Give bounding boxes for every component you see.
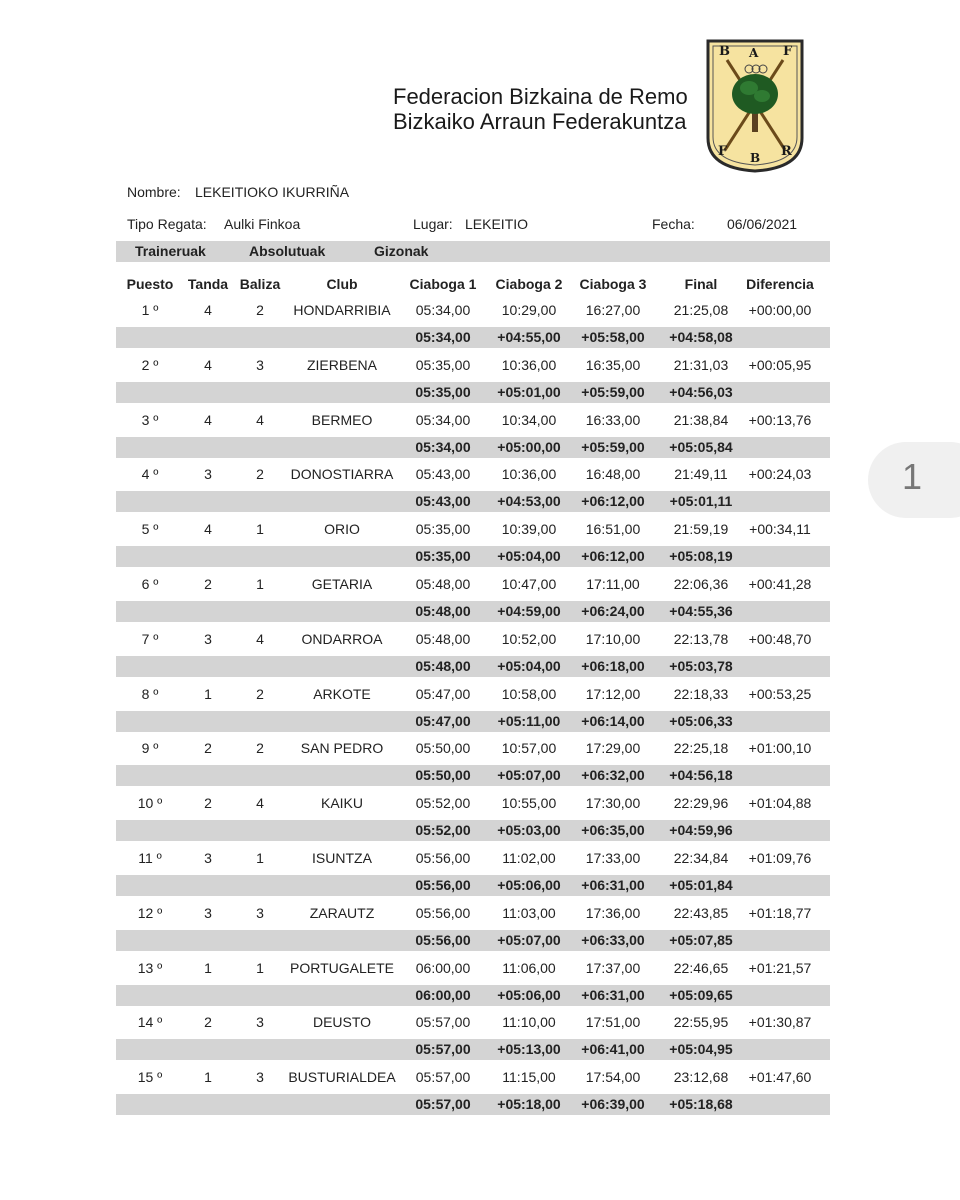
cell-c3: 17:30,00 <box>585 795 641 812</box>
cell-tanda: 4 <box>204 356 212 373</box>
split-s2: +05:04,00 <box>497 548 561 565</box>
col-header-ciaboga-2: Ciaboga 2 <box>495 276 563 292</box>
split-s3: +06:39,00 <box>581 1096 645 1113</box>
federation-name-spanish: Federacion Bizkaina de Remo <box>393 84 688 109</box>
federation-name-basque: Bizkaiko Arraun Federakuntza <box>393 109 687 134</box>
cell-tanda: 1 <box>204 959 212 976</box>
cell-tanda: 3 <box>204 630 212 647</box>
col-header-baliza: Baliza <box>239 276 281 292</box>
split-s4: +05:09,65 <box>669 986 733 1003</box>
result-row <box>116 1012 830 1033</box>
col-header-ciaboga-1: Ciaboga 1 <box>409 276 477 292</box>
split-s1: 05:57,00 <box>415 1041 471 1058</box>
split-s1: 05:48,00 <box>415 603 471 619</box>
split-s2: +05:04,00 <box>497 657 561 674</box>
cell-final: 22:46,65 <box>673 959 729 976</box>
col-header-ciaboga-3: Ciaboga 3 <box>579 276 647 292</box>
tipo-regata-label: Tipo Regata: <box>127 216 207 232</box>
cell-c1: 05:35,00 <box>415 356 471 373</box>
split-row <box>116 382 830 403</box>
result-row <box>116 355 830 376</box>
split-row <box>116 327 830 348</box>
logo-letter-f-bottom: F <box>718 144 728 159</box>
cell-puesto: 12 º <box>137 904 163 921</box>
cell-puesto: 14 º <box>137 1014 163 1031</box>
split-s4: +05:04,95 <box>669 1041 733 1058</box>
cell-puesto: 7 º <box>141 630 159 647</box>
cell-baliza: 4 <box>256 630 264 647</box>
cell-c3: 17:10,00 <box>585 630 641 647</box>
cell-final: 22:25,18 <box>673 740 729 757</box>
split-s2: +05:01,00 <box>497 383 561 400</box>
cell-c1: 05:52,00 <box>415 795 471 812</box>
split-s4: +04:59,96 <box>669 822 733 839</box>
cell-final: 21:49,11 <box>674 466 728 483</box>
logo-letter-b-top: B <box>719 44 730 59</box>
cell-puesto: 8 º <box>141 685 159 702</box>
cell-baliza: 3 <box>256 356 264 373</box>
result-row <box>116 574 830 595</box>
cell-dif: +01:18,77 <box>748 904 812 921</box>
cell-dif: +01:09,76 <box>748 850 812 866</box>
cell-club: ZIERBENA <box>306 356 377 373</box>
cell-final: 21:31,03 <box>673 356 729 373</box>
cell-club: ARKOTE <box>313 685 371 702</box>
cell-c3: 17:37,00 <box>585 959 641 976</box>
category-gender: Gizonak <box>374 243 429 259</box>
cell-c3: 17:36,00 <box>585 904 641 921</box>
cell-dif: +00:24,03 <box>748 466 812 483</box>
cell-club: BUSTURIALDEA <box>288 1069 396 1086</box>
cell-dif: +00:48,70 <box>748 630 812 647</box>
cell-c1: 05:56,00 <box>415 850 471 866</box>
col-header-final: Final <box>684 276 718 292</box>
cell-c1: 05:34,00 <box>415 411 471 428</box>
cell-puesto: 2 º <box>141 356 159 373</box>
split-row <box>116 711 830 732</box>
col-header-tanda: Tanda <box>187 276 229 292</box>
cell-baliza: 4 <box>256 795 264 812</box>
split-s3: +06:33,00 <box>581 931 645 948</box>
cell-puesto: 11 º <box>138 850 162 866</box>
cell-club: ZARAUTZ <box>309 904 375 921</box>
cell-tanda: 2 <box>204 576 212 592</box>
cell-final: 22:55,95 <box>673 1014 729 1031</box>
split-s3: +06:14,00 <box>581 712 645 729</box>
split-s3: +05:58,00 <box>581 329 645 345</box>
split-s4: +05:03,78 <box>669 657 733 674</box>
split-s4: +04:56,03 <box>669 383 733 400</box>
cell-baliza: 2 <box>256 740 264 757</box>
result-row <box>116 793 830 814</box>
cell-final: 22:34,84 <box>673 850 729 866</box>
cell-c3: 17:29,00 <box>585 740 641 757</box>
cell-c3: 16:51,00 <box>585 521 641 538</box>
cell-baliza: 2 <box>256 685 264 702</box>
cell-c2: 11:03,00 <box>502 904 556 921</box>
category-bar <box>116 241 830 262</box>
cell-tanda: 2 <box>204 740 212 757</box>
cell-c2: 10:57,00 <box>501 740 557 757</box>
split-row <box>116 656 830 677</box>
col-header-diferencia: Diferencia <box>746 276 814 292</box>
cell-c2: 11:15,00 <box>502 1069 556 1086</box>
cell-c2: 10:58,00 <box>501 685 557 702</box>
cell-baliza: 1 <box>256 850 264 866</box>
logo-letter-r-bottom: R <box>781 144 792 159</box>
split-s4: +04:58,08 <box>669 329 733 345</box>
fecha-value: 06/06/2021 <box>727 216 798 232</box>
cell-puesto: 4 º <box>141 466 159 483</box>
cell-tanda: 4 <box>204 521 212 538</box>
split-s1: 05:56,00 <box>415 931 471 948</box>
cell-c1: 05:57,00 <box>415 1069 471 1086</box>
cell-c2: 10:39,00 <box>501 521 557 538</box>
fecha-label: Fecha: <box>652 216 695 232</box>
split-s3: +06:35,00 <box>581 822 645 839</box>
split-s3: +05:59,00 <box>581 383 645 400</box>
split-s2: +04:55,00 <box>497 329 561 345</box>
cell-c3: 17:54,00 <box>585 1069 641 1086</box>
cell-club: SAN PEDRO <box>300 740 384 757</box>
federation-logo <box>705 38 805 174</box>
cell-c3: 17:33,00 <box>585 850 641 866</box>
cell-final: 22:29,96 <box>673 795 729 812</box>
cell-baliza: 2 <box>256 466 264 483</box>
cell-tanda: 3 <box>204 850 212 866</box>
cell-puesto: 13 º <box>137 959 163 976</box>
split-s1: 06:00,00 <box>415 986 471 1003</box>
cell-club: ISUNTZA <box>312 850 372 866</box>
split-row <box>116 985 830 1006</box>
tipo-regata-value: Aulki Finkoa <box>224 216 301 232</box>
cell-c1: 05:34,00 <box>415 302 471 318</box>
cell-tanda: 1 <box>204 1069 212 1086</box>
result-row <box>116 684 830 705</box>
cell-c2: 11:02,00 <box>502 850 556 866</box>
cell-puesto: 5 º <box>141 521 159 538</box>
cell-c2: 11:10,00 <box>502 1014 556 1031</box>
cell-club: HONDARRIBIA <box>293 302 391 318</box>
cell-tanda: 4 <box>204 411 212 428</box>
split-row <box>116 1039 830 1060</box>
lugar-value: LEKEITIO <box>465 216 529 232</box>
cell-final: 21:59,19 <box>673 521 729 538</box>
split-s1: 05:34,00 <box>415 329 471 345</box>
split-s3: +06:31,00 <box>581 986 645 1003</box>
split-s4: +05:01,84 <box>669 877 733 893</box>
cell-c3: 16:48,00 <box>585 466 641 483</box>
cell-baliza: 1 <box>256 576 264 592</box>
page-number-badge <box>868 442 960 518</box>
split-row <box>116 1094 830 1115</box>
cell-dif: +01:30,87 <box>748 1014 812 1031</box>
cell-baliza: 3 <box>256 1069 264 1086</box>
cell-club: PORTUGALETE <box>290 959 394 976</box>
cell-dif: +00:00,00 <box>748 302 812 318</box>
cell-c2: 10:34,00 <box>501 411 557 428</box>
cell-puesto: 1 º <box>141 302 159 318</box>
cell-dif: +01:21,57 <box>748 959 812 976</box>
cell-c2: 10:52,00 <box>501 630 557 647</box>
cell-final: 22:43,85 <box>673 904 729 921</box>
split-s3: +05:59,00 <box>581 438 645 455</box>
cell-puesto: 15 º <box>137 1069 163 1086</box>
cell-c3: 17:12,00 <box>585 685 641 702</box>
result-row <box>116 848 830 869</box>
cell-final: 23:12,68 <box>673 1069 729 1086</box>
split-s4: +05:07,85 <box>669 931 733 948</box>
split-s3: +06:24,00 <box>581 603 645 619</box>
split-row <box>116 546 830 567</box>
split-s3: +06:12,00 <box>581 548 645 565</box>
cell-c1: 05:56,00 <box>415 904 471 921</box>
cell-c1: 05:43,00 <box>415 466 471 483</box>
cell-c2: 10:55,00 <box>501 795 557 812</box>
split-s2: +05:06,00 <box>497 986 561 1003</box>
cell-c3: 16:27,00 <box>585 302 641 318</box>
cell-tanda: 1 <box>204 685 212 702</box>
result-row <box>116 738 830 759</box>
cell-club: KAIKU <box>320 795 363 812</box>
cell-puesto: 6 º <box>141 576 159 592</box>
logo-letter-b-bottom: B <box>750 151 761 165</box>
result-row <box>116 958 830 979</box>
split-s2: +04:59,00 <box>497 603 561 619</box>
cell-final: 22:13,78 <box>673 630 729 647</box>
cell-dif: +00:13,76 <box>748 411 812 428</box>
cell-c1: 05:48,00 <box>415 576 471 592</box>
split-s2: +05:07,00 <box>497 931 561 948</box>
result-row <box>116 1067 830 1088</box>
cell-club: BERMEO <box>311 411 373 428</box>
split-s2: +05:03,00 <box>497 822 561 839</box>
split-s2: +05:13,00 <box>497 1041 561 1058</box>
cell-tanda: 2 <box>204 1014 212 1031</box>
cell-c2: 11:06,00 <box>502 959 556 976</box>
split-s4: +05:05,84 <box>669 438 733 455</box>
cell-club: GETARIA <box>311 576 373 592</box>
split-row <box>116 765 830 786</box>
split-s4: +05:01,11 <box>669 493 733 510</box>
cell-dif: +00:34,11 <box>749 521 811 538</box>
page-number: 1 <box>902 456 923 497</box>
cell-c3: 16:35,00 <box>585 356 641 373</box>
cell-c2: 10:47,00 <box>501 576 557 592</box>
split-s1: 05:50,00 <box>415 767 471 784</box>
cell-tanda: 2 <box>204 795 212 812</box>
federation-name <box>393 84 703 134</box>
split-s1: 05:43,00 <box>415 493 471 510</box>
result-row <box>116 464 830 485</box>
cell-baliza: 1 <box>256 959 264 976</box>
split-s1: 05:57,00 <box>415 1096 471 1113</box>
cell-club: ORIO <box>324 521 360 538</box>
split-s4: +04:55,36 <box>669 603 733 619</box>
cell-c1: 05:47,00 <box>415 685 471 702</box>
col-header-puesto: Puesto <box>126 276 174 292</box>
cell-dif: +00:53,25 <box>748 685 812 702</box>
split-s1: 05:34,00 <box>415 438 471 455</box>
category-boat: Traineruak <box>135 243 206 259</box>
split-s1: 05:47,00 <box>415 712 471 729</box>
split-s1: 05:56,00 <box>415 877 471 893</box>
split-s1: 05:48,00 <box>415 657 471 674</box>
cell-c1: 05:48,00 <box>415 630 471 647</box>
cell-baliza: 2 <box>256 302 264 318</box>
cell-dif: +00:41,28 <box>748 576 812 592</box>
cell-puesto: 9 º <box>141 740 159 757</box>
split-row <box>116 930 830 951</box>
cell-final: 22:18,33 <box>673 685 729 702</box>
cell-c1: 05:57,00 <box>415 1014 471 1031</box>
split-s4: +05:08,19 <box>669 548 733 565</box>
cell-tanda: 4 <box>204 302 212 318</box>
split-s4: +05:06,33 <box>669 712 733 729</box>
result-row <box>116 519 830 540</box>
result-row <box>116 300 830 321</box>
cell-c1: 05:50,00 <box>415 740 471 757</box>
split-s2: +05:11,00 <box>497 712 561 729</box>
lugar-label: Lugar: <box>413 216 453 232</box>
cell-tanda: 3 <box>204 466 212 483</box>
cell-c2: 10:36,00 <box>501 466 557 483</box>
split-s2: +05:18,00 <box>497 1096 561 1113</box>
cell-c2: 10:36,00 <box>501 356 557 373</box>
split-s3: +06:18,00 <box>581 657 645 674</box>
split-row <box>116 437 830 458</box>
cell-c3: 17:51,00 <box>585 1014 641 1031</box>
result-row <box>116 410 830 431</box>
cell-baliza: 3 <box>256 1014 264 1031</box>
split-s2: +05:00,00 <box>497 438 561 455</box>
cell-dif: +01:47,60 <box>748 1069 812 1086</box>
nombre-label: Nombre: <box>127 184 181 200</box>
cell-dif: +01:00,10 <box>748 740 812 757</box>
cell-c1: 05:35,00 <box>415 521 471 538</box>
logo-letter-f-top: F <box>783 44 793 59</box>
cell-c3: 16:33,00 <box>585 411 641 428</box>
split-s2: +04:53,00 <box>497 493 561 510</box>
cell-final: 21:38,84 <box>673 411 729 428</box>
split-row <box>116 491 830 512</box>
split-s1: 05:35,00 <box>415 548 471 565</box>
cell-puesto: 10 º <box>137 795 163 812</box>
nombre-value: LEKEITIOKO IKURRIÑA <box>195 184 350 200</box>
split-row <box>116 875 830 896</box>
split-s3: +06:41,00 <box>581 1041 645 1058</box>
cell-c2: 10:29,00 <box>501 302 557 318</box>
cell-tanda: 3 <box>204 904 212 921</box>
split-row <box>116 601 830 622</box>
cell-baliza: 3 <box>256 904 264 921</box>
result-row <box>116 903 830 924</box>
col-header-club: Club <box>326 276 358 292</box>
split-s3: +06:31,00 <box>581 877 645 893</box>
split-s2: +05:06,00 <box>497 877 561 893</box>
cell-puesto: 3 º <box>141 411 159 428</box>
split-s1: 05:52,00 <box>415 822 471 839</box>
cell-final: 21:25,08 <box>673 302 729 318</box>
category-level: Absolutuak <box>249 243 326 259</box>
split-s4: +05:18,68 <box>669 1096 733 1113</box>
split-row <box>116 820 830 841</box>
cell-club: DONOSTIARRA <box>290 466 394 483</box>
cell-club: DEUSTO <box>312 1014 372 1031</box>
split-s2: +05:07,00 <box>497 767 561 784</box>
split-s3: +06:32,00 <box>581 767 645 784</box>
split-s4: +04:56,18 <box>669 767 733 784</box>
cell-c3: 17:11,00 <box>586 576 640 592</box>
result-row <box>116 629 830 650</box>
cell-dif: +00:05,95 <box>748 356 812 373</box>
cell-dif: +01:04,88 <box>748 795 812 812</box>
logo-letter-a-top: A <box>749 46 759 60</box>
cell-c1: 06:00,00 <box>415 959 471 976</box>
split-s3: +06:12,00 <box>581 493 645 510</box>
cell-final: 22:06,36 <box>673 576 729 592</box>
split-s1: 05:35,00 <box>415 383 471 400</box>
cell-baliza: 1 <box>256 521 264 538</box>
cell-baliza: 4 <box>256 411 264 428</box>
cell-club: ONDARROA <box>301 630 383 647</box>
